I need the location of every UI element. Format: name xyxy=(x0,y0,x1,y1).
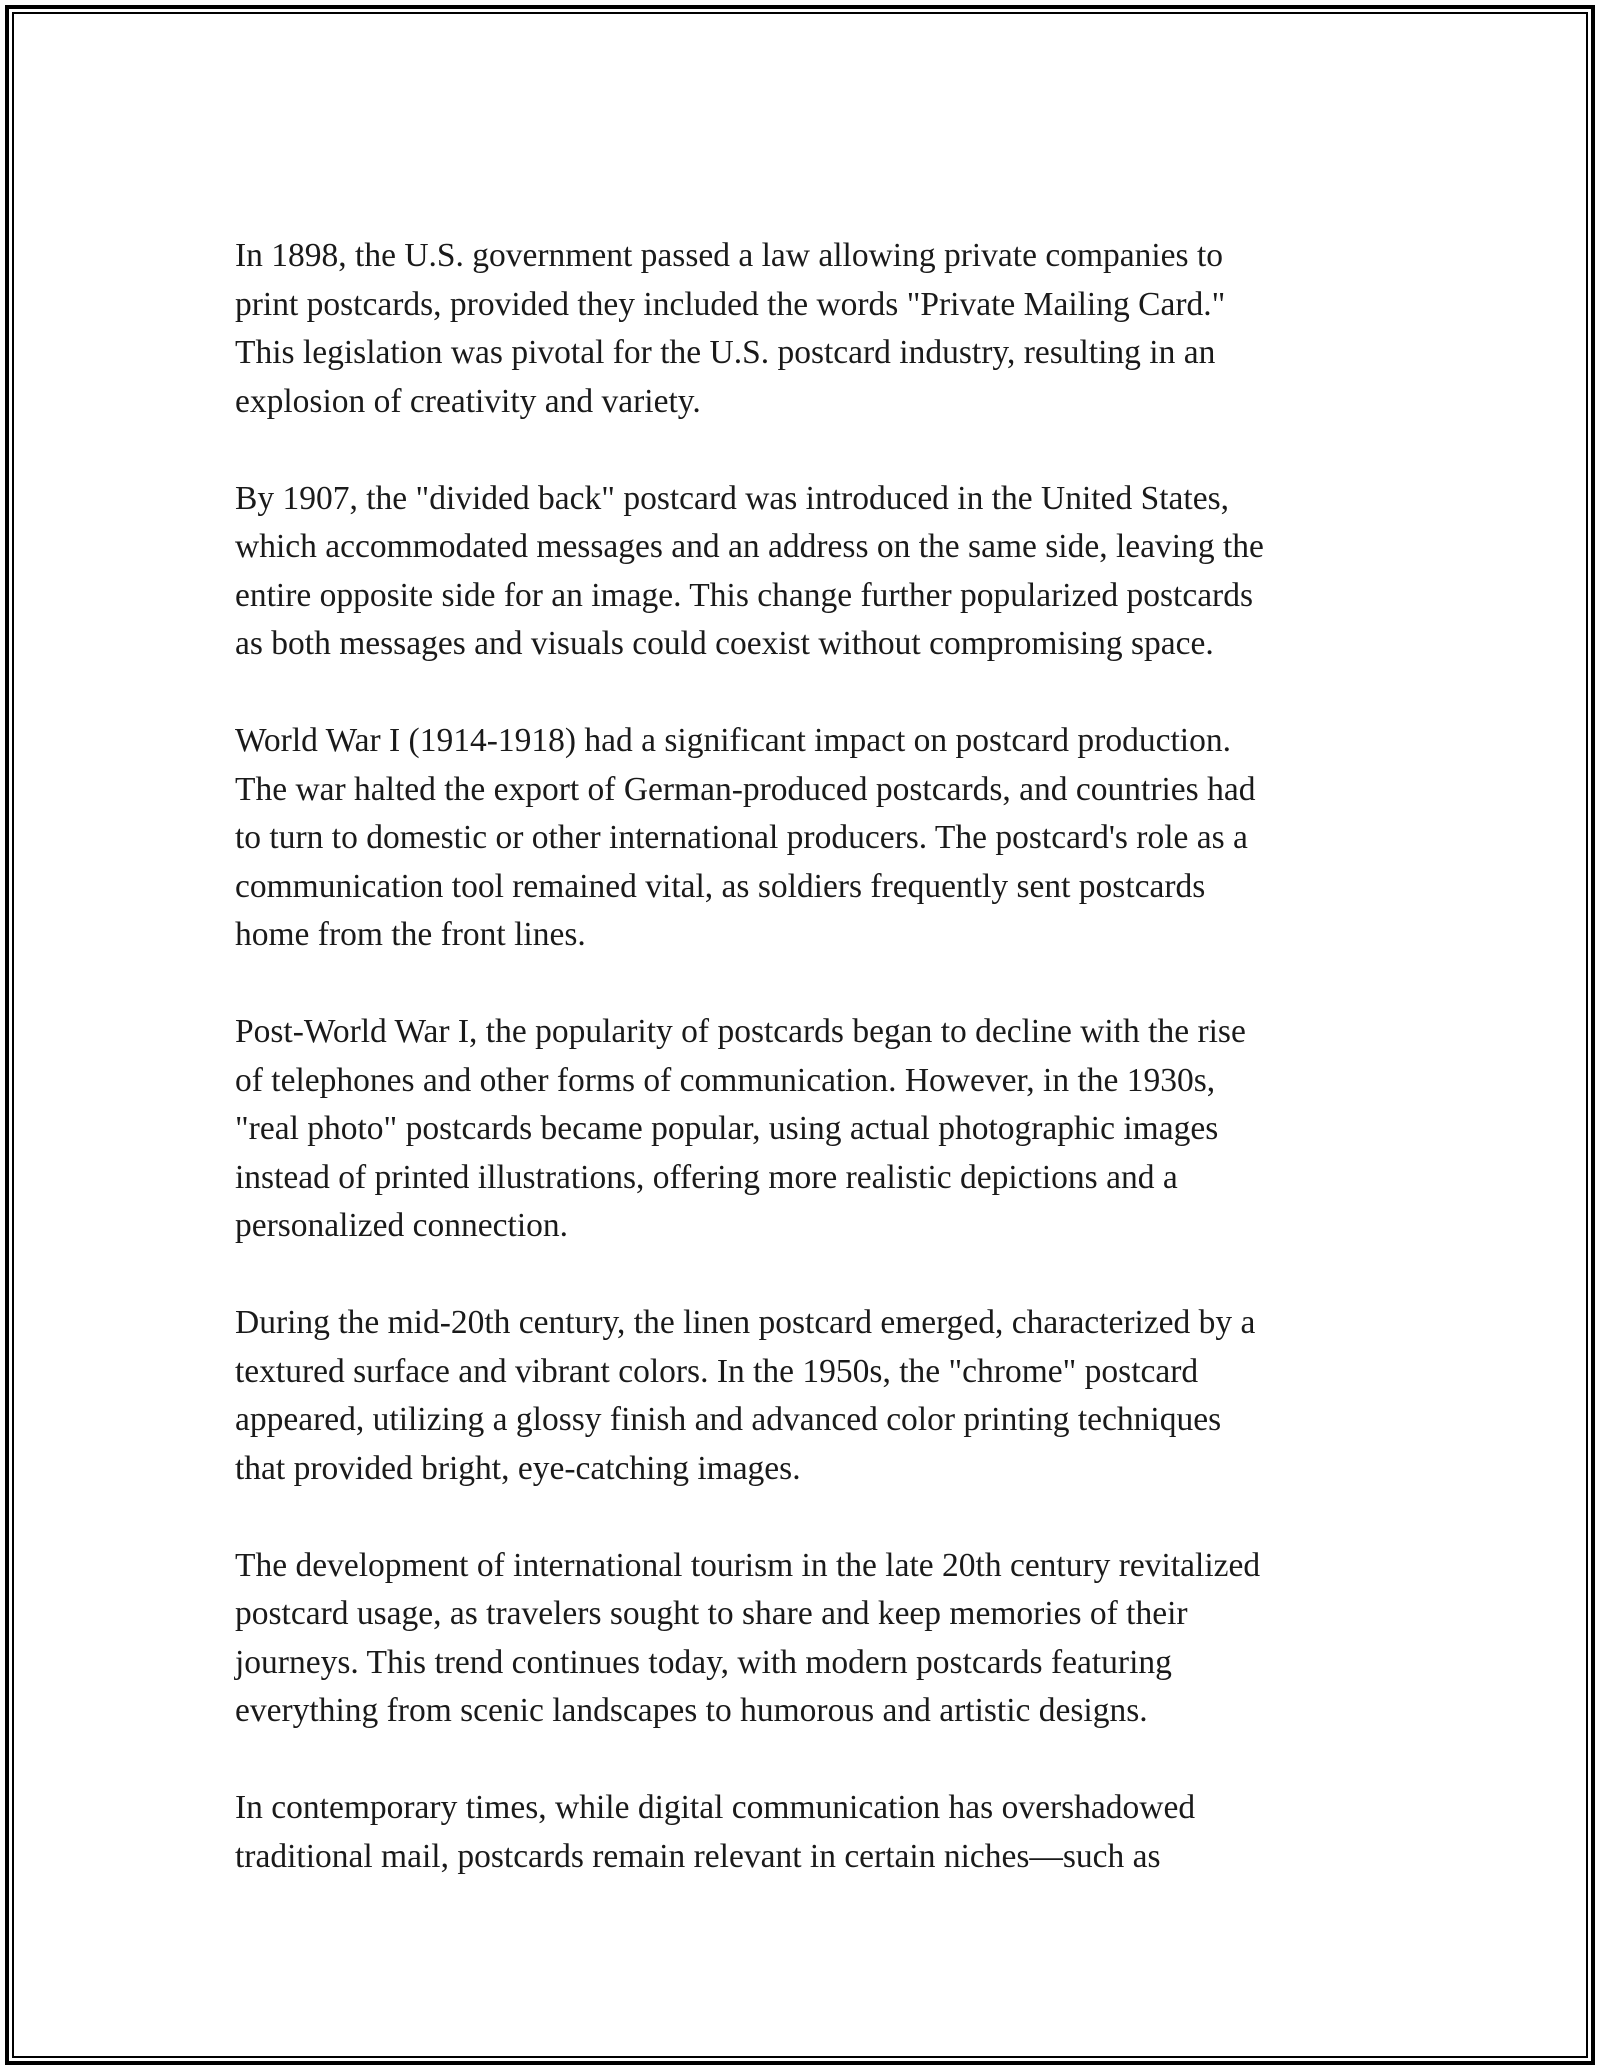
text-line: During the mid-20th century, the linen postcard emerged, characterized by a xyxy=(235,1304,1256,1341)
text-line: to turn to domestic or other international producers. The postcard's role as a xyxy=(235,819,1248,856)
text-line: In contemporary times, while digital communication has overshadowed xyxy=(235,1789,1196,1826)
paragraph-world-war-i xyxy=(235,717,1375,960)
document-body xyxy=(235,232,1375,1930)
paragraph-post-war-decline xyxy=(235,1008,1375,1251)
text-line: as both messages and visuals could coexist without compromising space. xyxy=(235,625,1214,662)
text-line: journeys. This trend continues today, with modern postcards featuring xyxy=(235,1643,1172,1681)
text-line: textured surface and vibrant colors. In the 1950s, the "chrome" postcard xyxy=(235,1352,1199,1390)
text-line: This legislation was pivotal for the U.S. postcard industry, resulting in an xyxy=(235,334,1216,371)
text-line: By 1907, the "divided back" postcard was introduced in the United States, xyxy=(235,479,1229,517)
text-line: which accommodated messages and an address on the same side, leaving the xyxy=(235,528,1264,565)
text-line: everything from scenic landscapes to humorous and artistic designs. xyxy=(235,1692,1148,1729)
text-line: that provided bright, eye-catching images. xyxy=(235,1449,801,1487)
text-line: explosion of creativity and variety. xyxy=(235,382,701,420)
text-line: of telephones and other forms of communication. However, in the 1930s, xyxy=(235,1061,1216,1099)
paragraph-1898-law xyxy=(235,232,1375,426)
text-line: communication tool remained vital, as soldiers frequently sent postcards xyxy=(235,867,1206,905)
paragraph-contemporary xyxy=(235,1784,1375,1881)
paragraph-tourism xyxy=(235,1542,1375,1736)
paragraph-linen-chrome xyxy=(235,1299,1375,1493)
text-line: appeared, utilizing a glossy finish and advanced color printing techniques xyxy=(235,1401,1222,1438)
text-line: entire opposite side for an image. This change further popularized postcards xyxy=(235,576,1254,614)
text-line: postcard usage, as travelers sought to share and keep memories of their xyxy=(235,1595,1188,1632)
text-line: "real photo" postcards became popular, using actual photographic images xyxy=(235,1110,1219,1147)
text-line: instead of printed illustrations, offering more realistic depictions and a xyxy=(235,1158,1178,1196)
text-line: The war halted the export of German-produced postcards, and countries had xyxy=(235,770,1256,808)
text-line: World War I (1914-1918) had a significant impact on postcard production. xyxy=(235,722,1231,759)
text-line: Post-World War I, the popularity of postcards began to decline with the rise xyxy=(235,1013,1246,1050)
text-line: In 1898, the U.S. government passed a law allowing private companies to xyxy=(235,237,1224,274)
text-line: personalized connection. xyxy=(235,1207,569,1244)
text-line: home from the front lines. xyxy=(235,916,586,953)
paragraph-divided-back xyxy=(235,475,1375,669)
text-line: print postcards, provided they included the words "Private Mailing Card." xyxy=(235,285,1226,323)
text-line: The development of international tourism in the late 20th century revitalized xyxy=(235,1546,1261,1584)
text-line: traditional mail, postcards remain relevant in certain niches—such as xyxy=(235,1837,1161,1875)
